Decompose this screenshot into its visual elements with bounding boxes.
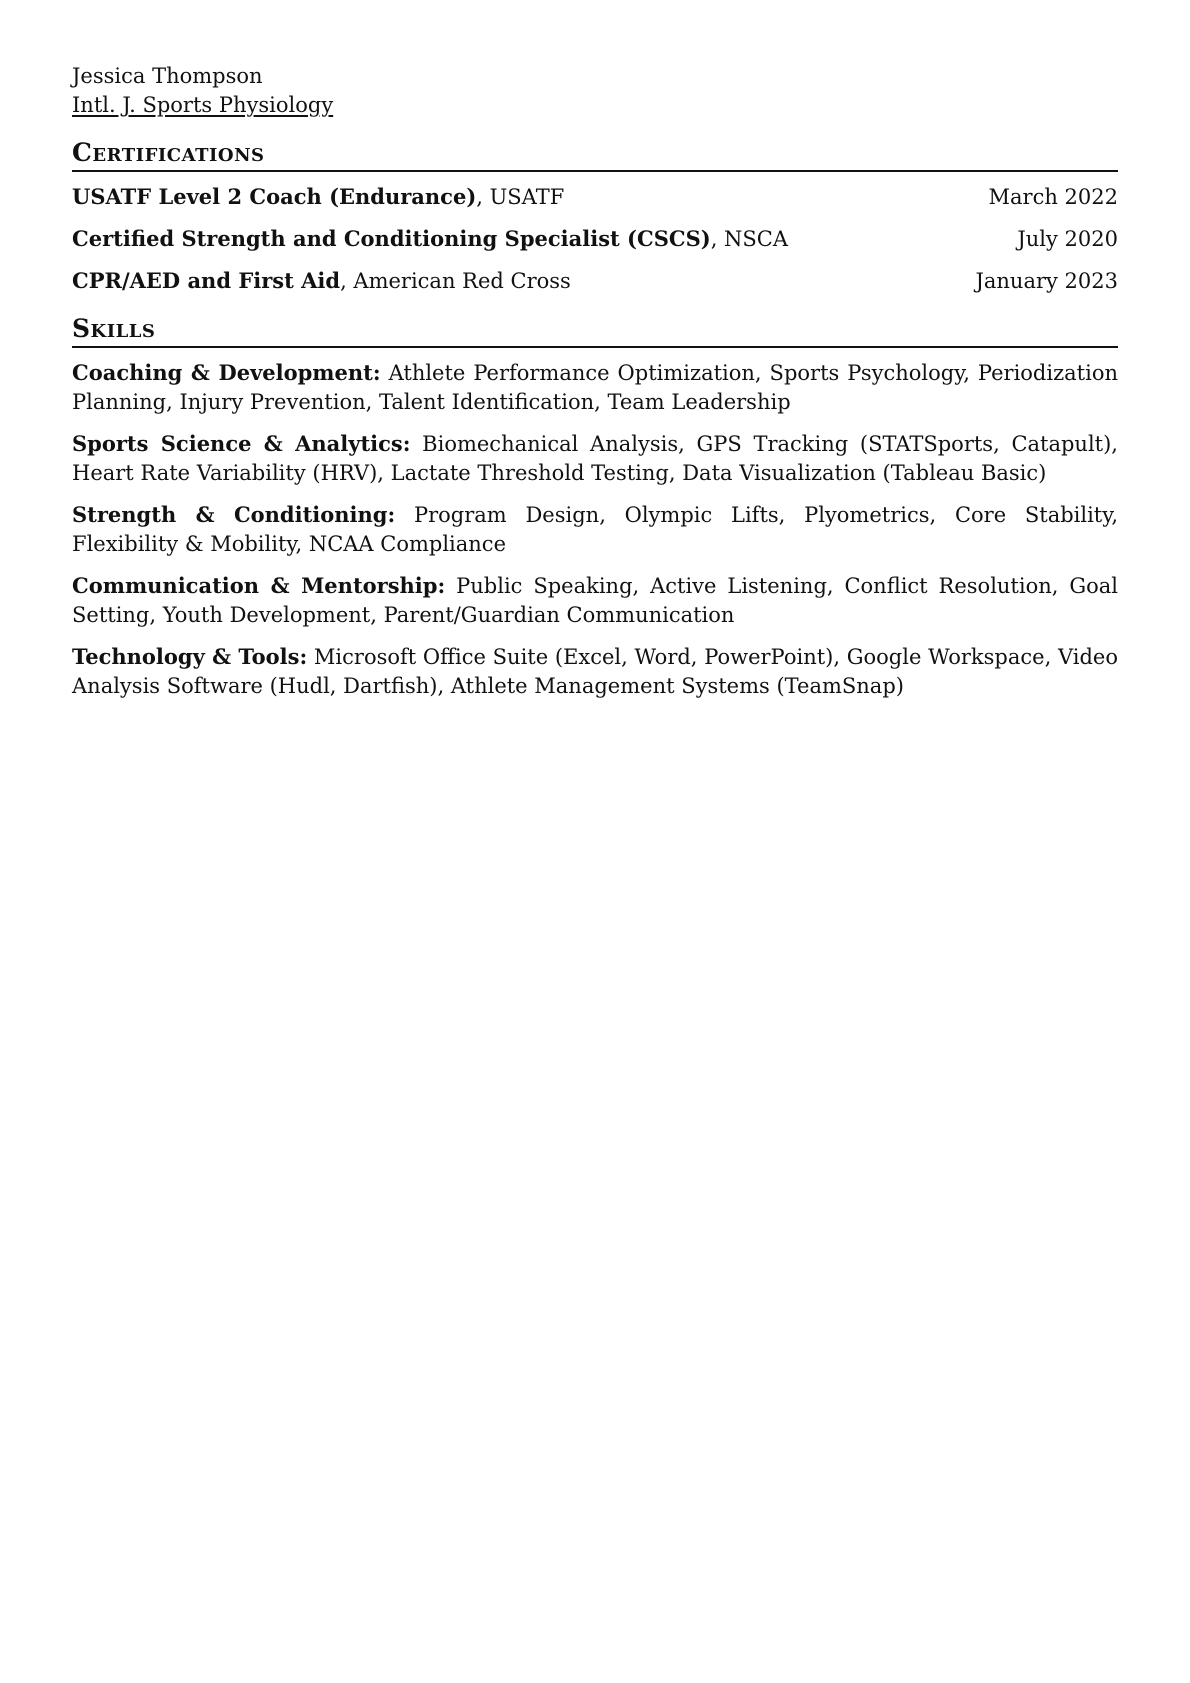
resume-page [72, 62, 1118, 713]
certification-entry [72, 182, 564, 212]
certifications-section [72, 138, 1118, 296]
skill-item [72, 429, 1118, 488]
certification-date: March 2022 [988, 185, 1118, 209]
certification-date: January 2023 [975, 269, 1118, 293]
skill-item [72, 358, 1118, 417]
skills-section [72, 314, 1118, 701]
skill-category: Coaching & Development: [72, 360, 381, 385]
skill-category: Sports Science & Analytics: [72, 431, 411, 456]
certifications-list [72, 182, 1118, 296]
certification-issuer: , USATF [476, 185, 565, 209]
certification-entry [72, 266, 571, 296]
skill-details: Public Speaking, Active Listening, Conflict Resolution, Goal Setting, Youth Development, Parent/Guardian Communication [72, 574, 1118, 627]
certification-name: USATF Level 2 Coach (Endurance) [72, 184, 477, 209]
skill-details: Biomechanical Analysis, GPS Tracking (STATSports, Catapult), Heart Rate Variability (HRV), Lactate Threshold Testing, Data Visualization (Tableau Basic) [72, 432, 1118, 485]
certification-item [72, 266, 1118, 296]
skills-list [72, 358, 1118, 701]
skill-category: Technology & Tools: [72, 644, 308, 669]
certification-item [72, 224, 1118, 254]
certification-entry [72, 224, 788, 254]
skill-category: Communication & Mentorship: [72, 573, 446, 598]
skill-details: Program Design, Olympic Lifts, Plyometrics, Core Stability, Flexibility & Mobility, NCAA Compliance [72, 503, 1118, 556]
skill-item [72, 500, 1118, 559]
certification-name: CPR/AED and First Aid [72, 268, 341, 293]
certification-name: Certified Strength and Conditioning Specialist (CSCS) [72, 226, 711, 251]
skill-details: Microsoft Office Suite (Excel, Word, PowerPoint), Google Workspace, Video Analysis Software (Hudl, Dartfish), Athlete Management Systems (TeamSnap) [72, 645, 1118, 698]
certifications-heading: Certifications [72, 138, 1118, 172]
skills-heading: Skills [72, 314, 1118, 348]
certification-date: July 2020 [1017, 227, 1118, 251]
certification-item [72, 182, 1118, 212]
skill-item [72, 571, 1118, 630]
author-name: Jessica Thompson [72, 64, 263, 88]
certification-issuer: , American Red Cross [340, 269, 571, 293]
skill-category: Strength & Conditioning: [72, 502, 396, 527]
journal-link[interactable]: Intl. J. Sports Physiology [72, 93, 334, 117]
skill-details: Athlete Performance Optimization, Sports Psychology, Periodization Planning, Injury Prevention, Talent Identification, Team Leadership [72, 361, 1118, 414]
certification-issuer: , NSCA [710, 227, 789, 251]
resume-header [72, 62, 1118, 120]
skill-item [72, 642, 1118, 701]
